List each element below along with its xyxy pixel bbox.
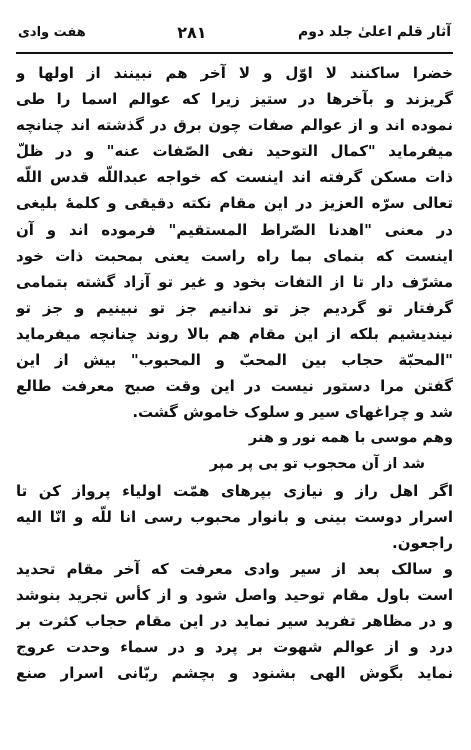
verse-line: شد از آن محجوب تو بی پر مپر [209,456,425,473]
text-line: شد و چراغهای سیر و سلوک خاموش گشت. [132,403,453,422]
text-line: مشرّف دار تا از التفات بخود و غیر تو آزاد گشته بتمامی [16,272,453,291]
text-line: گریزند و بآخرها در ستیز زیرا که عوالم اسما را طی [16,90,453,109]
text-line: در معنی "اهدنا الصّراط المستقیم" فرموده اند و آن [16,220,453,239]
text-line: و سالک بعد از سیر وادی معرفت که آخر مقام تحدید [16,559,453,578]
text-line: درد و از عوالم شهوت بر پرد و در سماء وحدت عروج [16,638,453,657]
text-line: خضرا ساکنند لا اوّل و لا آخر هم نبینند از اولها و [16,64,453,82]
text-line: گفتن مرا دستور نیست در این وقت صبح معرفت طالع [16,377,453,396]
text-line: نماید بگوش الهی بشنود و بچشم ربّانی اسرار صنع [16,664,453,683]
page-header [18,18,451,46]
section-title: هفت وادی [18,24,86,40]
text-line: راجعون. [392,533,453,552]
book-title: آثار قلم اعلیٰ جلد دوم [297,24,451,40]
text-line: نموده اند و از عوالم صفات چون برق در گذشته اند چنانچه [16,116,453,135]
text-line: اسرار دوست بینی و بانوار محبوب رسی انا للّه و انّا الیه [16,507,453,526]
verse-line: وهم موسی با همه نور و هنر [248,430,453,447]
text-line: "المحبّة حجاب بین المحبّ و المحبوب" بیش از این [16,351,453,370]
page-body [16,60,453,742]
text-line: ذات مسکن گرفته اند اینست که خواجه عبداللّه قدس اللّه [16,168,453,187]
text-line: است باول مقام توحید واصل شود و از کأس تجرید بنوشد [16,585,453,604]
text-line: اینست که بنمای بما راه راست یعنی بمحبت ذات خود [16,246,453,265]
text-line: گرفتار تو گردیم جز تو ندانیم جز تو نبینیم و جز تو [16,298,453,317]
text-line: نیندیشیم بلکه از این مقام هم بالا روند چنانچه میفرماید [16,324,453,343]
text-line: میفرماید "کمال التوحید نفی الصّفات عنه" و در ظلّ [16,142,453,161]
text-line: تعالی سرّه العزیز در این مقام نکته دقیقی و کلمهٔ بلیغی [16,194,453,213]
header-rule [16,52,453,54]
text-line: اگر اهل راز و نیازی بپرهای همّت اولیاء پرواز کن تا [16,481,453,500]
page-number: ۲۸۱ [177,22,207,42]
text-line: و در مظاهر تفرید سیر نماید در این مقام حجاب کثرت بر [16,611,453,630]
